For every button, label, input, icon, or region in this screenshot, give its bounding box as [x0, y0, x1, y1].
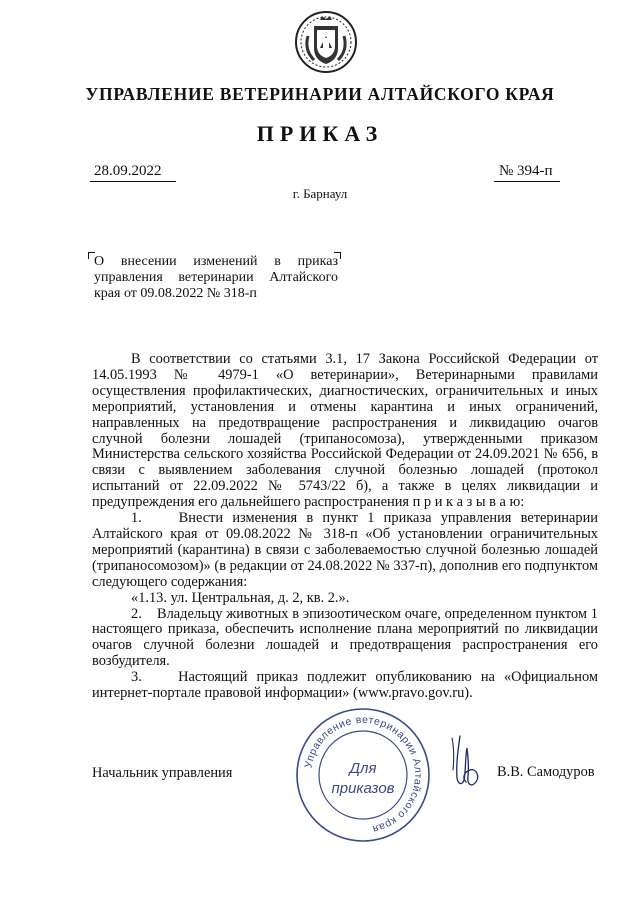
- order-date: 28.09.2022: [94, 163, 162, 179]
- item-2-paragraph: 2. Владельцу животных в эпизоотическом очаге, определенном пунктом 1 настоящего приказа, обеспечить исполнение плана мероприятий по ликвидации очагов случной болезни лошадей и предотвращения распространения его возбудителя.: [92, 605, 598, 670]
- preamble-paragraph: В соответствии со статьями 3.1, 17 Закона Российской Федерации от 14.05.1993 № 4979-1 «О ветеринарии», Ветеринарными правилами осуществления профилактических, диагностических, ограничительных и иных мероприятий, установления и отмены карантина и иных ограничений, направленных на предотвращение распространения и ликвидацию очагов случной болезни лошадей (трипаносомоза), утвержденными приказом Министерства сельского хозяйства Российской Федерации от 24.09.2021 № 656, в связи с выявлением заболевания случной болезнью лошадей (протокол испытаний от 22.09.2022 № 5743/22 б), а также в целях ликвидации и предупреждения его дальнейшего распространения п р и к а з ы в а ю:: [92, 351, 598, 511]
- date-underline: [90, 181, 176, 182]
- number-underline: [494, 181, 560, 182]
- signatory-name: В.В. Самодуров: [497, 764, 595, 780]
- order-number: № 394-п: [499, 163, 553, 179]
- organization-name: УПРАВЛЕНИЕ ВЕТЕРИНАРИИ АЛТАЙСКОГО КРАЯ: [85, 84, 555, 104]
- stamp-center-line-2: приказов: [331, 780, 395, 797]
- coat-of-arms-icon: [294, 8, 358, 76]
- order-body: [92, 352, 598, 702]
- signatory-position: Начальник управления: [92, 765, 233, 781]
- item-1-subpoint: «1.13. ул. Центральная, д. 2, кв. 2.».: [131, 589, 350, 606]
- item-1-paragraph: 1. Внести изменения в пункт 1 приказа управления ветеринарии Алтайского края от 09.08.2022 № 318-п «Об установлении ограничительных мероприятий (карантина) в связи с заболеваемостью случной болезнью лошадей (трипаносомозом)» (в редакции от 24.08.2022 № 337-п), дополнив его подпунктом следующего содержания:: [92, 510, 598, 590]
- handwritten-signature-icon: [438, 734, 488, 790]
- city: г. Барнаул: [292, 186, 348, 201]
- official-stamp-icon: [293, 705, 433, 845]
- stamp-center-line-1: Для: [349, 760, 377, 777]
- stamp-ring-text: Управление ветеринарии Алтайского края: [302, 713, 425, 836]
- document-type: ПРИКАЗ: [256, 121, 384, 146]
- item-3-paragraph: 3. Настоящий приказ подлежит опубликованию на «Официальном интернет-портале правовой информации» (www.pravo.gov.ru).: [92, 669, 598, 702]
- order-subject: О внесении изменений в приказ управления ветеринарии Алтайского края от 09.08.2022 № 318-п: [94, 254, 338, 301]
